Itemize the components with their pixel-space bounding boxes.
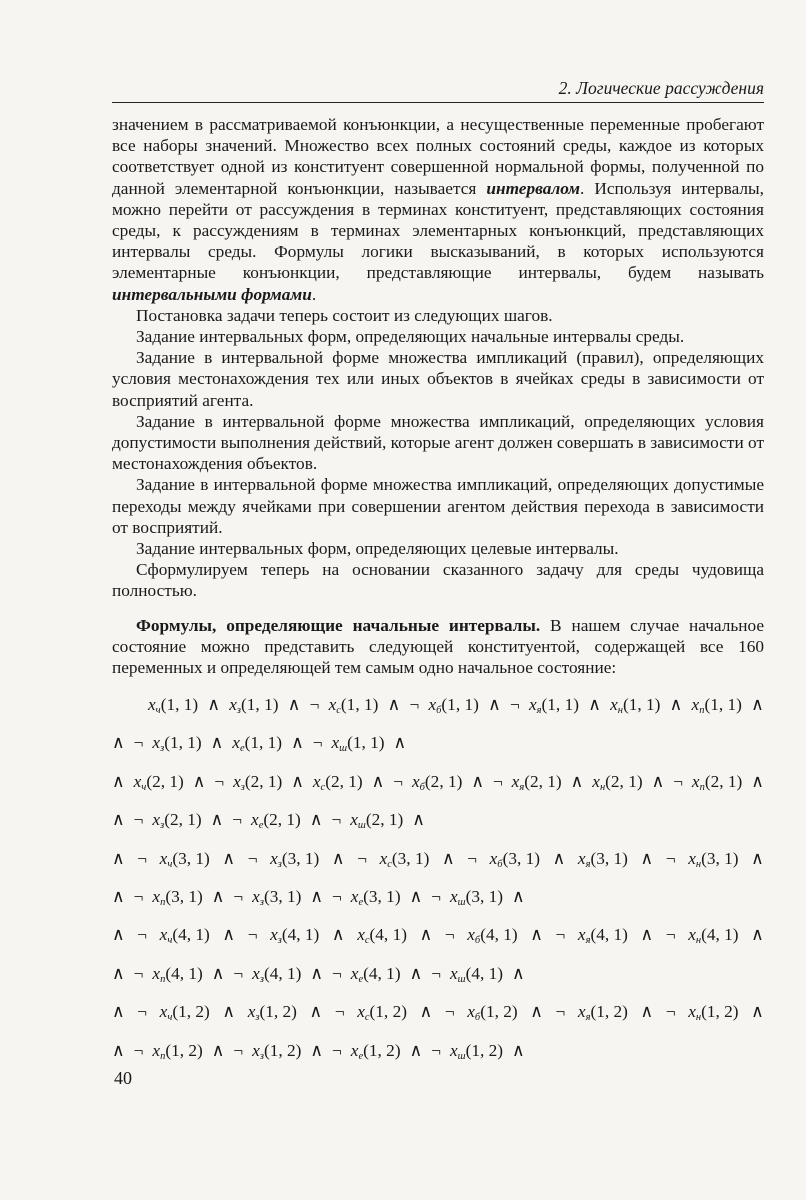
formula-args: (3, 1) — [502, 848, 541, 868]
formula-connective: ∧ — [210, 810, 224, 830]
formula-variable: x — [159, 1002, 168, 1022]
formula-args: (3, 1) — [391, 848, 430, 868]
formula-connective: ∧ — [419, 925, 433, 945]
formula-args: (1, 2) — [590, 1002, 628, 1022]
formula-variable: x — [449, 886, 458, 906]
formula-args: (2, 1) — [365, 810, 404, 830]
formula-args: (2, 1) — [424, 771, 463, 791]
formula-subscript: п — [160, 973, 166, 985]
formula-subscript: б — [436, 705, 442, 716]
formula-connective: ¬ — [393, 771, 403, 791]
formula-connective: ¬ — [555, 1002, 566, 1022]
formula-variable: x — [691, 771, 700, 791]
formula-connective: ∧ — [112, 1002, 125, 1022]
formula-term — [152, 1032, 202, 1076]
formula-args: (1, 2) — [701, 1002, 739, 1022]
formula-args: (2, 1) — [164, 810, 202, 830]
formula-connective: ∧ — [409, 886, 423, 906]
formula-subscript: н — [695, 1012, 702, 1024]
paragraph-4: Задание в интервальной форме множества импликаций (правил), определяющих условия местонахождения тех или иных объектов в ячейках среды в зависимости от восприятий агента. — [112, 348, 764, 410]
formula-variable: x — [252, 963, 260, 983]
formula-term — [428, 686, 478, 730]
formula-connective: ∧ — [751, 695, 764, 714]
formula-connective: ¬ — [334, 1002, 345, 1022]
formula-variable: x — [232, 733, 240, 753]
formula-variable: x — [577, 1002, 586, 1022]
formula-term — [512, 763, 562, 807]
formula-subscript: с — [336, 705, 341, 716]
formula-connective: ∧ — [441, 848, 455, 868]
formula-subscript: с — [387, 858, 392, 870]
formula-args: (4, 1) — [480, 925, 518, 945]
formula-variable: x — [331, 733, 340, 753]
formula-args: (4, 1) — [281, 925, 320, 945]
formula-subscript: з — [277, 858, 282, 870]
formula-connective: ¬ — [133, 963, 144, 983]
formula-connective: ∧ — [310, 963, 324, 983]
formula-args: (1, 1) — [347, 733, 385, 753]
formula-args: (3, 1) — [165, 886, 203, 906]
formula-args: (2, 1) — [244, 771, 283, 791]
formula-term — [592, 763, 642, 807]
formula-connective: ∧ — [512, 963, 525, 983]
formula-variable: x — [148, 695, 156, 714]
formula-connective: ∧ — [640, 848, 654, 868]
formula-term — [351, 1032, 401, 1076]
formula-connective: ∧ — [512, 886, 525, 906]
formula-variable: x — [357, 925, 365, 945]
formula-args: (1, 1) — [541, 695, 579, 714]
formula-connective: ∧ — [222, 848, 236, 868]
formula-variable: x — [511, 771, 520, 791]
formula-connective: ¬ — [137, 848, 148, 868]
formula-connective: ¬ — [309, 695, 320, 714]
formula-args: (1, 1) — [441, 695, 479, 714]
formula-connective: ¬ — [247, 925, 258, 945]
formula-connective: ∧ — [210, 733, 224, 753]
formula-subscript: б — [497, 858, 503, 870]
formula-subscript: ч — [167, 935, 173, 947]
formula-subscript: н — [617, 705, 623, 716]
paragraph-9 — [112, 615, 764, 679]
formula-subscript: е — [358, 896, 364, 908]
formula-args: (3, 1) — [590, 848, 628, 868]
formula-variable: x — [133, 771, 142, 791]
formula-variable: x — [152, 886, 161, 906]
paragraph-6: Задание в интервальной форме множества импликаций, определяющих допустимые переходы между ячейками при совершении агентом действия перехода в зависимости от восприятий. — [112, 475, 764, 537]
formula-connective: ¬ — [133, 1040, 144, 1060]
formula-connective: ∧ — [310, 1040, 324, 1060]
formula-connective: ∧ — [371, 771, 385, 791]
formula-subscript: з — [160, 743, 165, 755]
formula-subscript: з — [255, 1012, 260, 1024]
formula-variable: x — [247, 1002, 256, 1022]
formula-connective: ∧ — [112, 1040, 125, 1060]
formula-subscript: з — [277, 935, 282, 947]
formula-term — [688, 993, 738, 1037]
formula-connective: ∧ — [471, 771, 484, 791]
formula-variable: x — [489, 848, 498, 868]
formula-subscript: б — [474, 935, 481, 947]
formula-connective: ∧ — [112, 886, 125, 906]
formula-variable: x — [449, 963, 458, 983]
formula-connective: ¬ — [357, 848, 367, 868]
formula-connective: ∧ — [291, 771, 304, 791]
section-lead-heading: Формулы, определяющие начальные интервалы. — [136, 615, 541, 635]
formula-variable: x — [251, 810, 259, 830]
formula-variable: x — [252, 1040, 260, 1060]
formula-connective: ∧ — [112, 848, 125, 868]
formula-connective: ¬ — [133, 733, 144, 753]
formula-args: (2, 1) — [146, 771, 184, 791]
paragraph-1-text: значением в рассматриваемой конъюнкции, а несущественные переменные пробегают все наборы значений. Множество всех полных состояний среды, каждое из которых соответствует одной из конституент совершенной нормальной формы, полученной по данной элементарной конъюнкции, называется — [112, 115, 764, 198]
formula-line — [112, 916, 764, 954]
formula-connective: ∧ — [669, 695, 683, 714]
formula-subscript: з — [259, 896, 264, 908]
formula-connective: ¬ — [409, 695, 420, 714]
paragraph-2: Постановка задачи теперь состоит из следующих шагов. — [136, 305, 553, 325]
formula-subscript: п — [699, 705, 705, 716]
formula-term — [688, 916, 738, 960]
formula-connective: ¬ — [467, 848, 477, 868]
formula-subscript: ш — [339, 743, 348, 755]
formula-term — [450, 1032, 503, 1076]
formula-args: (1, 1) — [622, 695, 661, 714]
formula-args: (2, 1) — [325, 771, 363, 791]
formula-connective: ∧ — [512, 1040, 525, 1060]
formula-subscript: п — [160, 896, 166, 908]
formula-subscript: ш — [457, 896, 466, 908]
formula-args: (2, 1) — [605, 771, 643, 791]
formula-args: (3, 1) — [281, 848, 320, 868]
formula-variable: x — [592, 771, 600, 791]
formula-variable: x — [688, 1002, 696, 1022]
formula-variable: x — [428, 695, 437, 714]
formula-subscript: п — [699, 781, 705, 793]
formula-connective: ∧ — [211, 963, 225, 983]
formula-line — [112, 686, 764, 724]
formula-connective: ∧ — [112, 963, 125, 983]
formula-term — [610, 686, 660, 730]
formula-args: (1, 2) — [165, 1040, 203, 1060]
formula-connective: ¬ — [673, 771, 683, 791]
formula-connective: ∧ — [331, 925, 345, 945]
formula-subscript: б — [474, 1012, 481, 1024]
paragraph-5: Задание в интервальной форме множества импликаций, определяющих условия допустимости выполнения действий, которые агент должен совершать в зависимости от местонахождения объектов. — [112, 411, 764, 474]
formula-connective: ¬ — [431, 1040, 441, 1060]
formula-args: (1, 2) — [263, 1040, 302, 1060]
formula-line — [112, 1032, 764, 1070]
formula-connective: ∧ — [751, 848, 764, 868]
formula-variable: x — [610, 695, 618, 714]
formula-variable: x — [467, 925, 475, 945]
formula-args: (3, 1) — [263, 886, 302, 906]
formula-connective: ∧ — [211, 1040, 225, 1060]
formula-variable: x — [233, 771, 241, 791]
formula-args: (1, 1) — [704, 695, 742, 714]
formula-connective: ∧ — [309, 810, 323, 830]
formula-connective: ∧ — [640, 925, 654, 945]
formula-connective: ¬ — [665, 848, 676, 868]
paragraph-8: Сформулируем теперь на основании сказанного задачу для среды чудовища полностью. — [112, 560, 764, 601]
formula-connective: ∧ — [310, 886, 324, 906]
formula-subscript: я — [585, 1012, 591, 1024]
formula-variable: x — [357, 1002, 365, 1022]
formula-args: (1, 2) — [172, 1002, 210, 1022]
formula-variable: x — [152, 1040, 161, 1060]
formula-variable: x — [379, 848, 388, 868]
formula-variable: x — [350, 886, 359, 906]
formula-args: (4, 1) — [363, 963, 401, 983]
formula-args: (1, 1) — [340, 695, 379, 714]
formula-variable: x — [229, 695, 237, 714]
formula-args: (2, 1) — [524, 771, 562, 791]
formula-term — [578, 916, 628, 960]
formula-connective: ∧ — [291, 733, 304, 753]
term-interval-forms: интервальными формами — [112, 284, 312, 304]
formula-connective: ∧ — [112, 771, 125, 791]
formula-args: (1, 2) — [363, 1040, 401, 1060]
formula-args: (1, 2) — [259, 1002, 297, 1022]
formula-connective: ¬ — [137, 1002, 148, 1022]
formula-connective: ¬ — [233, 963, 244, 983]
formula-args: (4, 1) — [369, 925, 407, 945]
formula-subscript: ш — [457, 1050, 466, 1062]
formula-variable: x — [688, 848, 696, 868]
formula-connective: ∧ — [488, 695, 501, 714]
formula-subscript: е — [358, 1050, 364, 1062]
formula-line — [112, 955, 764, 993]
formula-variable: x — [270, 925, 278, 945]
formula-args: (3, 1) — [172, 848, 210, 868]
formula-connective: ∧ — [211, 886, 225, 906]
formula-subscript: ч — [167, 858, 173, 870]
formula-line — [112, 840, 764, 878]
formula-connective: ∧ — [222, 925, 236, 945]
formula-args: (1, 1) — [160, 695, 199, 714]
formula-connective: ¬ — [312, 733, 323, 753]
formula-connective: ¬ — [133, 810, 144, 830]
formula-connective: ∧ — [192, 771, 206, 791]
formula-connective: ∧ — [207, 695, 221, 714]
formula-term — [578, 993, 628, 1037]
formula-connective: ∧ — [751, 771, 764, 791]
paragraph-3: Задание интервальных форм, определяющих начальные интервалы среды. — [136, 327, 685, 347]
paragraph-7: Задание интервальных форм, определяющих целевые интервалы. — [136, 539, 619, 559]
formula-connective: ∧ — [751, 1002, 764, 1022]
formula-line — [112, 763, 764, 801]
formula-connective: ∧ — [222, 1002, 236, 1022]
formula-connective: ∧ — [112, 925, 125, 945]
formula-subscript: б — [419, 781, 425, 793]
formula-subscript: с — [364, 935, 370, 947]
formula-connective: ∧ — [409, 1040, 423, 1060]
formula-connective: ¬ — [444, 925, 455, 945]
formula-args: (4, 1) — [465, 963, 504, 983]
formula-variable: x — [152, 810, 161, 830]
formula-connective: ∧ — [393, 733, 407, 753]
formula-subscript: е — [258, 820, 264, 832]
formula-connective: ∧ — [640, 1002, 654, 1022]
formula-variable: x — [152, 733, 161, 753]
formula-connective: ¬ — [247, 848, 258, 868]
formula-subscript: з — [160, 820, 165, 832]
formula-connective: ∧ — [530, 925, 543, 945]
paragraph-1 — [112, 114, 764, 305]
running-header: 2. Логические рассуждения — [112, 78, 764, 103]
formula-subscript: ш — [357, 820, 366, 832]
formula-term — [688, 840, 738, 884]
formula-connective: ∧ — [651, 771, 665, 791]
formula-connective: ∧ — [530, 1002, 543, 1022]
formula-variable: x — [350, 810, 358, 830]
formula-args: (3, 1) — [465, 886, 504, 906]
formula-subscript: с — [364, 1012, 370, 1024]
formula-block — [112, 686, 764, 1070]
formula-term — [529, 686, 579, 730]
formula-variable: x — [159, 848, 168, 868]
formula-subscript: е — [358, 973, 364, 985]
formula-connective: ¬ — [233, 1040, 244, 1060]
formula-subscript: я — [585, 858, 591, 870]
formula-connective: ∧ — [409, 963, 423, 983]
formula-connective: ∧ — [112, 733, 125, 753]
formula-args: (4, 1) — [590, 925, 628, 945]
formula-term — [692, 686, 742, 730]
formula-variable: x — [691, 695, 700, 714]
formula-connective: ¬ — [492, 771, 503, 791]
formula-connective: ¬ — [133, 886, 144, 906]
formula-connective: ¬ — [332, 963, 342, 983]
formula-subscript: п — [160, 1050, 166, 1062]
formula-connective: ¬ — [137, 925, 148, 945]
formula-connective: ¬ — [431, 963, 441, 983]
formula-subscript: з — [259, 1050, 264, 1062]
formula-variable: x — [688, 925, 696, 945]
formula-connective: ∧ — [570, 771, 584, 791]
formula-args: (4, 1) — [701, 925, 739, 945]
formula-subscript: з — [259, 973, 264, 985]
formula-term — [692, 763, 742, 807]
formula-connective: ¬ — [665, 1002, 676, 1022]
formula-subscript: я — [536, 705, 542, 716]
formula-variable: x — [467, 1002, 475, 1022]
formula-variable: x — [312, 771, 321, 791]
formula-connective: ¬ — [431, 886, 441, 906]
formula-connective: ¬ — [214, 771, 225, 791]
formula-args: (1, 2) — [465, 1040, 504, 1060]
formula-connective: ¬ — [232, 810, 243, 830]
formula-variable: x — [350, 1040, 359, 1060]
formula-subscript: н — [599, 781, 606, 793]
formula-term — [578, 840, 628, 884]
formula-connective: ¬ — [332, 886, 342, 906]
formula-args: (1, 2) — [369, 1002, 407, 1022]
formula-args: (1, 1) — [244, 733, 283, 753]
formula-connective: ∧ — [309, 1002, 323, 1022]
paragraph-1-continued: . Используя интервалы, можно перейти от рассуждения в терминах конституент, представляющих состояния среды, к рассуждениям в терминах элементарных конъюнкций, представляющих интервалы среды. Формулы логики высказываний, в которых используются элементарные конъюнкции, представляющие интервалы, будем называть — [112, 178, 764, 283]
formula-variable: x — [252, 886, 260, 906]
formula-connective: ∧ — [419, 1002, 433, 1022]
formula-connective: ¬ — [509, 695, 520, 714]
formula-args: (2, 1) — [263, 810, 301, 830]
formula-subscript: я — [519, 781, 525, 793]
formula-args: (1, 1) — [164, 733, 202, 753]
formula-connective: ¬ — [332, 1040, 342, 1060]
formula-subscript: ч — [155, 705, 161, 716]
paragraph-9-text: В нашем случае начальное состояние можно представить следующей конституентой, содержащей все 160 переменных и определяющей тем самым одно начальное состояние: — [112, 615, 765, 678]
formula-connective: ∧ — [387, 695, 401, 714]
formula-line — [112, 878, 764, 916]
formula-variable: x — [528, 695, 537, 714]
formula-subscript: з — [240, 781, 245, 793]
formula-variable: x — [577, 848, 586, 868]
body-text — [112, 114, 764, 678]
formula-subscript: ш — [457, 973, 466, 985]
formula-args: (4, 1) — [263, 963, 302, 983]
formula-subscript: ч — [167, 1012, 173, 1024]
formula-connective: ∧ — [751, 925, 764, 945]
formula-connective: ¬ — [444, 1002, 455, 1022]
paragraph-1-end: . — [311, 284, 317, 304]
formula-args: (1, 1) — [241, 695, 279, 714]
formula-subscript: н — [695, 935, 702, 947]
formula-variable: x — [350, 963, 359, 983]
formula-subscript: н — [695, 858, 702, 870]
formula-subscript: з — [236, 705, 242, 716]
formula-term — [252, 1032, 301, 1076]
formula-args: (2, 1) — [704, 771, 743, 791]
formula-subscript: ч — [141, 781, 147, 793]
formula-variable: x — [449, 1040, 458, 1060]
formula-args: (1, 2) — [480, 1002, 518, 1022]
formula-connective: ¬ — [331, 810, 342, 830]
formula-line — [112, 993, 764, 1031]
formula-subscript: я — [585, 935, 591, 947]
formula-connective: ∧ — [112, 810, 125, 830]
formula-args: (3, 1) — [363, 886, 401, 906]
formula-subscript: е — [239, 743, 245, 755]
formula-variable: x — [159, 925, 168, 945]
term-interval: интервалом — [486, 178, 581, 198]
formula-variable: x — [411, 771, 420, 791]
formula-args: (4, 1) — [165, 963, 203, 983]
formula-connective: ¬ — [555, 925, 566, 945]
formula-variable: x — [270, 848, 278, 868]
formula-connective: ¬ — [233, 886, 244, 906]
formula-subscript: с — [320, 781, 326, 793]
formula-connective: ∧ — [331, 848, 345, 868]
formula-args: (3, 1) — [701, 848, 739, 868]
formula-connective: ∧ — [412, 810, 425, 830]
page-number: 40 — [114, 1068, 132, 1088]
formula-connective: ∧ — [552, 848, 566, 868]
formula-variable: x — [328, 695, 337, 714]
formula-connective: ∧ — [588, 695, 601, 714]
formula-variable: x — [577, 925, 586, 945]
formula-connective: ∧ — [287, 695, 301, 714]
formula-args: (4, 1) — [172, 925, 210, 945]
formula-connective: ¬ — [665, 925, 676, 945]
formula-variable: x — [152, 963, 161, 983]
